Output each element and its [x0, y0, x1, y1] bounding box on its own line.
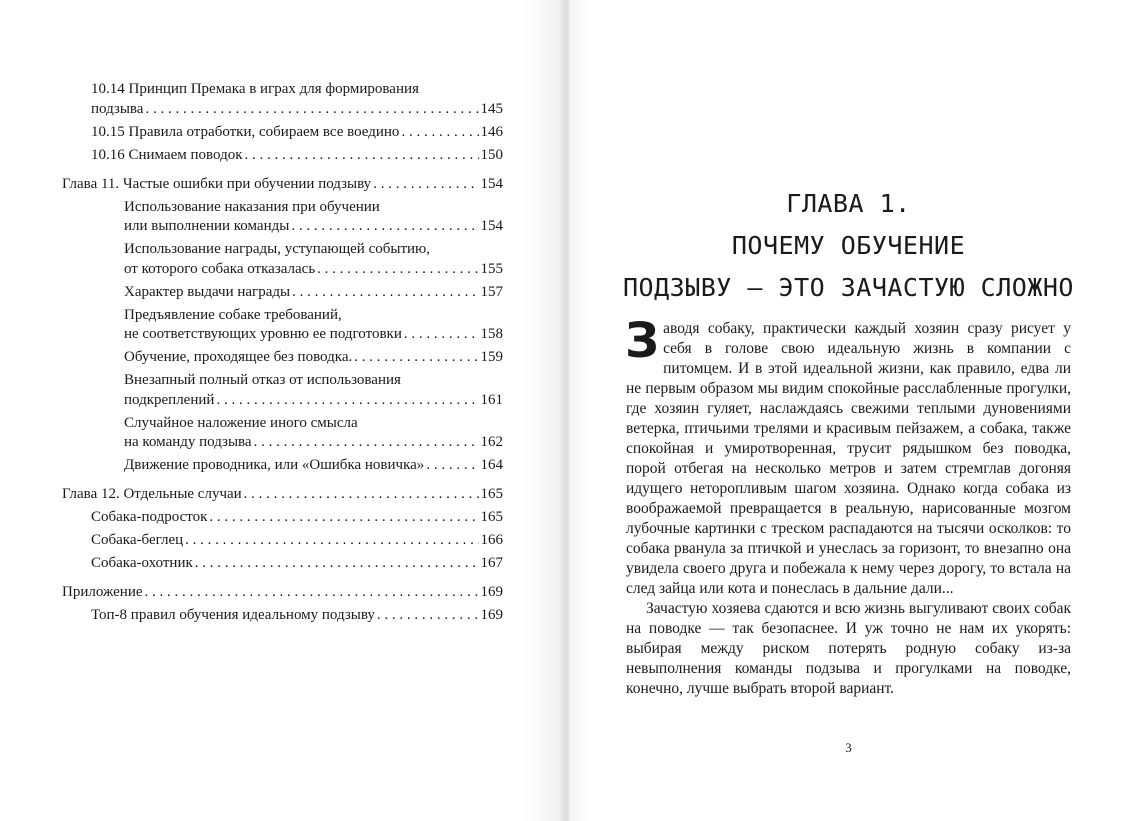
toc-page-number: 169: [480, 607, 503, 623]
toc-leader-dots: [209, 508, 478, 528]
toc-entry-title: Собака-подросток: [91, 509, 208, 525]
toc-entry-title: 10.16 Снимаем поводок: [91, 146, 243, 163]
toc-entry-last-line: [124, 456, 503, 476]
toc-entry-line: Использование награды, уступающей событию,: [124, 241, 430, 257]
toc-entry-last-line: [124, 260, 503, 280]
toc-entry-last-line: [124, 391, 503, 411]
toc-entry-line: Предъявление собаке требований,: [124, 306, 342, 323]
toc-entry-title: подкреплений: [124, 391, 215, 408]
toc-leader-dots: [292, 283, 478, 303]
toc-page-number: 165: [480, 486, 503, 502]
toc-entry[interactable]: [62, 554, 503, 574]
toc-entry[interactable]: [62, 80, 503, 119]
chapter-body-text: [625, 313, 1071, 699]
toc-leader-dots: [373, 175, 478, 195]
toc-entry-last-line: [124, 283, 503, 303]
paragraph-2: Зачастую хозяева сдаются и всю жизнь выгуливают своих собак на поводке — так безопаснее. И уж точно не нам их укорять: выбирая между риском потерять родную собаку из-за невыполнения команды подзыва и прогулками на поводке, конечно, лучше выбрать второй вариант.: [626, 600, 1071, 697]
toc-entry[interactable]: [62, 306, 503, 345]
toc-entry[interactable]: [62, 198, 503, 237]
toc-entry-last-line: [124, 433, 503, 453]
toc-page-number: 158: [480, 326, 503, 342]
toc-leader-dots: [245, 146, 479, 166]
toc-page-number: 154: [480, 175, 503, 192]
toc-leader-dots: [404, 325, 479, 345]
toc-page-number: 159: [480, 349, 503, 365]
toc-entry[interactable]: [62, 371, 503, 410]
toc-entry-last-line: [62, 485, 503, 505]
toc-entry-last-line: [124, 325, 503, 345]
book-gutter-shadow: [520, 0, 590, 821]
toc-entry-last-line: [91, 123, 503, 143]
toc-entry-title: или выполнении команды: [124, 218, 290, 234]
toc-leader-dots: [354, 348, 478, 368]
toc-page-number: 167: [480, 555, 503, 571]
toc-entry-last-line: [91, 606, 503, 626]
toc-page-number: 150: [480, 146, 503, 163]
toc-entry[interactable]: [62, 283, 503, 303]
toc-entry-title: Топ-8 правил обучения идеальному подзыву: [91, 607, 375, 623]
toc-entry-title: 10.15 Правила отработки, собираем все воедино: [91, 123, 400, 140]
toc-page-number: 161: [480, 391, 503, 408]
toc-page-number: 154: [480, 218, 503, 234]
toc-entry-line: Случайное наложение иного смысла: [124, 414, 358, 431]
toc-page-number: 164: [480, 457, 503, 473]
toc-page-number: 166: [480, 532, 503, 548]
toc-entry-title: Приложение: [62, 584, 143, 600]
toc-entry-last-line: [91, 508, 503, 528]
toc-page-number: 162: [480, 434, 503, 450]
toc-entry[interactable]: [62, 606, 503, 626]
toc-leader-dots: [195, 554, 479, 574]
toc-entry-last-line: [124, 217, 503, 237]
toc-leader-dots: [145, 583, 479, 603]
toc-entry[interactable]: [62, 123, 503, 143]
toc-entry[interactable]: [62, 175, 503, 195]
left-page: [0, 0, 563, 821]
chapter-heading: [566, 183, 1131, 309]
toc-entry-title: от которого собака отказалась: [124, 260, 316, 277]
toc-entry-title: Характер выдачи награды: [124, 283, 291, 300]
table-of-contents: [62, 80, 503, 629]
toc-entry-last-line: [91, 146, 503, 166]
paragraph-1-text: аводя собаку, практически каждый хозяин сразу рисует у себя в голове свою идеальную жизнь в компании с питомцем. И в этой идеальной жизни, как правило, едва ли не первым образом мы видим спокойные расслабленные прогулки, где хозяин гуляет, наслаждаясь свежими теплыми дуновениями ветерка, птичьими трелями и красивым пейзажем, а собака, также спокойная и умиротворенная, трусит рядышком без поводка, порой отбегая на несколько метров и затем стремглав догоняя идущего неторопливым шагом хозяина. Однако когда собака из воображаемой превращается в реальную, нарисованные мозгом лубочные картинки с треском распадаются на тысячи осколков: то собака рванула за птичкой и унеслась за горизонт, то внезапно она увидела своего друга и побежала к нему через дорогу, то встала на след зайца или кота и понеслась в дальние дали...: [626, 320, 1071, 597]
toc-entry-last-line: [91, 554, 503, 574]
toc-entry[interactable]: [62, 583, 503, 603]
toc-leader-dots: [216, 391, 478, 411]
paragraph-1: [625, 313, 1071, 599]
toc-entry-last-line: [124, 348, 503, 368]
toc-leader-dots: [254, 433, 479, 453]
toc-entry-last-line: [91, 531, 503, 551]
toc-entry-title: Обучение, проходящее без поводка.: [124, 349, 353, 365]
toc-entry-last-line: [62, 175, 503, 195]
chapter-title-line-1: ПОЧЕМУ ОБУЧЕНИЕ: [731, 231, 966, 260]
toc-entry[interactable]: [62, 508, 503, 528]
toc-leader-dots: [291, 217, 478, 237]
drop-cap: З: [625, 313, 660, 369]
toc-entry-last-line: [91, 100, 503, 120]
toc-leader-dots: [426, 456, 478, 476]
toc-leader-dots: [185, 531, 478, 551]
toc-entry-line: Использование наказания при обучении: [124, 198, 380, 215]
toc-page-number: 165: [480, 509, 503, 525]
toc-entry[interactable]: [62, 240, 503, 279]
toc-entry-line: 10.14 Принцип Премака в играх для формирования: [91, 81, 419, 97]
toc-entry-title: Глава 11. Частые ошибки при обучении подзыву: [62, 175, 372, 192]
toc-entry-title: Собака-охотник: [91, 555, 193, 571]
toc-entry[interactable]: [62, 485, 503, 505]
toc-entry-title: Глава 12. Отдельные случаи: [62, 486, 242, 502]
toc-leader-dots: [145, 100, 478, 120]
chapter-number: ГЛАВА 1.: [786, 189, 911, 218]
toc-page-number: 146: [480, 123, 503, 140]
toc-entry-title: Собака-беглец: [91, 532, 184, 548]
toc-page-number: 155: [480, 260, 503, 277]
toc-entry-line: Внезапный полный отказ от использования: [124, 372, 401, 388]
toc-page-number: 157: [480, 283, 503, 300]
toc-leader-dots: [244, 485, 479, 505]
toc-entry[interactable]: [62, 414, 503, 453]
toc-entry[interactable]: [62, 348, 503, 368]
toc-leader-dots: [377, 606, 479, 626]
toc-leader-dots: [317, 260, 478, 280]
toc-entry-last-line: [62, 583, 503, 603]
toc-entry-title: не соответствующих уровню ее подготовки: [124, 326, 402, 342]
toc-entry[interactable]: [62, 146, 503, 166]
toc-entry-title: на команду подзыва: [124, 434, 252, 450]
toc-page-number: 169: [480, 584, 503, 600]
toc-entry-title: Движение проводника, или «Ошибка новичка»: [124, 457, 425, 473]
toc-entry-title: подзыва: [91, 100, 144, 117]
toc-entry[interactable]: [62, 531, 503, 551]
toc-leader-dots: [401, 123, 478, 143]
chapter-title-line-2: ПОДЗЫВУ — ЭТО ЗАЧАСТУЮ СЛОЖНО: [623, 273, 1074, 302]
toc-entry[interactable]: [62, 456, 503, 476]
toc-page-number: 145: [480, 100, 503, 117]
page-number: 3: [845, 740, 852, 755]
